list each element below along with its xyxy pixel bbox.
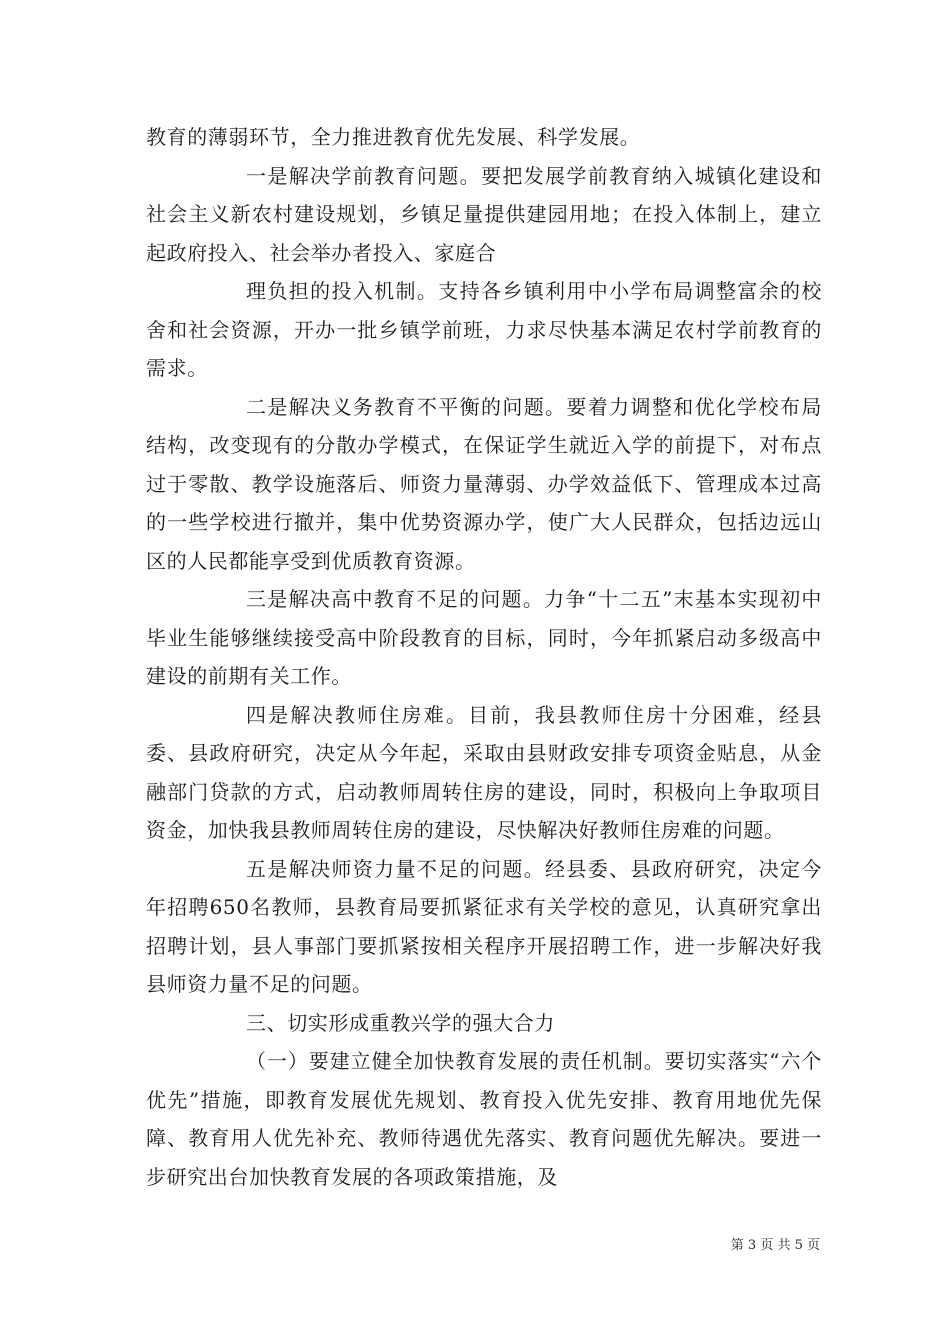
paragraph: 四是解决教师住房难。目前，我县教师住房十分困难，经县委、县政府研究，决定从今年起，采取由县财政安排专项资金贴息，从金融部门贷款的方式，启动教师周转住房的建设，同时，积极向上争取项目资金，加快我县教师周转住房的建设，尽快解决好教师住房难的问题。: [146, 702, 822, 842]
page-number: 第 3 页 共 5 页: [730, 1238, 820, 1253]
paragraph: 三是解决高中教育不足的问题。力争“十二五”末基本实现初中毕业生能够继续接受高中阶段教育的目标，同时，今年抓紧启动多级高中建设的前期有关工作。: [146, 587, 822, 688]
paragraph: （一）要建立健全加快教育发展的责任机制。要切实落实“六个优先”措施，即教育发展优先规划、教育投入优先安排、教育用地优先保障、教育用人优先补充、教师待遇优先落实、教育问题优先解决。要进一步研究出台加快教育发展的各项政策措施，及: [146, 1049, 822, 1189]
paragraph: 一是解决学前教育问题。要把发展学前教育纳入城镇化建设和社会主义新农村建设规划，乡镇足量提供建园用地；在投入体制上，建立起政府投入、社会举办者投入、家庭合: [146, 163, 822, 265]
document-body: [146, 118, 822, 1196]
paragraph: 五是解决师资力量不足的问题。经县委、县政府研究，决定今年招聘650名教师，县教育局要抓紧征求有关学校的意见，认真研究拿出招聘计划，县人事部门要抓紧按相关程序开展招聘工作，进一步解决好我县师资力量不足的问题。: [146, 856, 822, 996]
section-heading: 三、切实形成重教兴学的强大合力: [246, 1010, 555, 1035]
paragraph: 教育的薄弱环节，全力推进教育优先发展、科学发展。: [146, 125, 641, 149]
paragraph: 二是解决义务教育不平衡的问题。要着力调整和优化学校布局结构，改变现有的分散办学模式，在保证学生就近入学的前提下，对布点过于零散、教学设施落后、师资力量薄弱、办学效益低下、管理成本过高的一些学校进行撤并，集中优势资源办学，使广大人民群众，包括边远山区的人民都能享受到优质教育资源。: [146, 394, 822, 573]
paragraph: 理负担的投入机制。支持各乡镇利用中小学布局调整富余的校舍和社会资源，开办一批乡镇学前班，力求尽快基本满足农村学前教育的需求。: [146, 279, 822, 380]
